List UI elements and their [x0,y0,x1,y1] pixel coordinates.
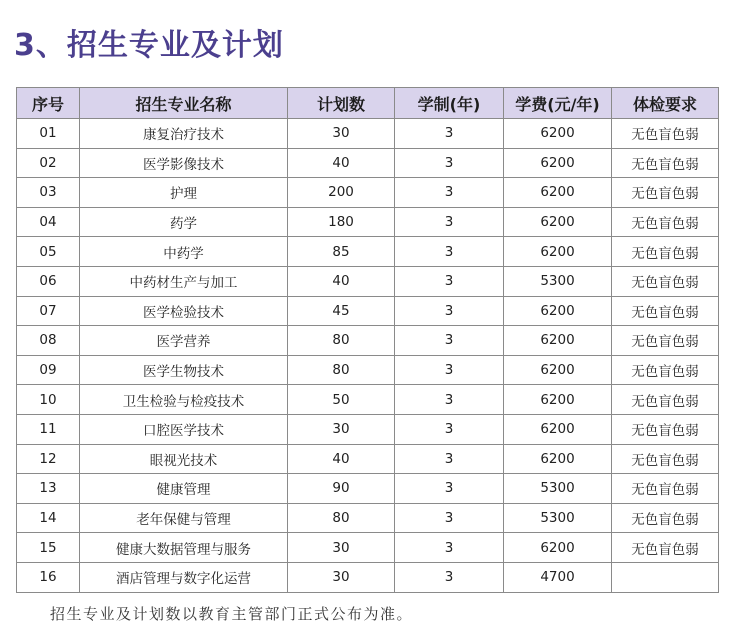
cell-plan-count: 85 [288,237,395,267]
cell-index: 10 [17,385,80,415]
footnote: 招生专业及计划数以教育主管部门正式公布为准。 [50,605,414,623]
table-row [17,148,719,178]
cell-duration: 3 [395,178,504,208]
header-major-name: 招生专业名称 [80,88,288,119]
section-heading: 3、招生专业及计划 [14,28,284,63]
cell-index: 16 [17,562,80,592]
cell-plan-count: 30 [288,119,395,149]
enrollment-plan-table [16,87,719,593]
cell-plan-count: 80 [288,326,395,356]
cell-plan-count: 80 [288,355,395,385]
cell-tuition: 6200 [504,385,612,415]
header-tuition: 学费(元/年) [504,88,612,119]
table-row [17,503,719,533]
cell-major-name: 酒店管理与数字化运营 [80,562,288,592]
cell-health-requirement: 无色盲色弱 [612,414,719,444]
cell-plan-count: 40 [288,444,395,474]
cell-index: 03 [17,178,80,208]
cell-duration: 3 [395,148,504,178]
table-row [17,474,719,504]
cell-index: 12 [17,444,80,474]
cell-tuition: 6200 [504,119,612,149]
cell-health-requirement: 无色盲色弱 [612,296,719,326]
cell-index: 14 [17,503,80,533]
cell-health-requirement: 无色盲色弱 [612,326,719,356]
cell-plan-count: 30 [288,562,395,592]
cell-duration: 3 [395,355,504,385]
cell-index: 15 [17,533,80,563]
cell-tuition: 5300 [504,503,612,533]
cell-tuition: 5300 [504,266,612,296]
table-row [17,237,719,267]
header-plan-count: 计划数 [288,88,395,119]
header-index: 序号 [17,88,80,119]
cell-health-requirement [612,562,719,592]
cell-major-name: 医学检验技术 [80,296,288,326]
cell-health-requirement: 无色盲色弱 [612,533,719,563]
cell-tuition: 6200 [504,444,612,474]
cell-duration: 3 [395,533,504,563]
table-row [17,355,719,385]
cell-major-name: 卫生检验与检疫技术 [80,385,288,415]
cell-index: 01 [17,119,80,149]
cell-tuition: 6200 [504,414,612,444]
cell-major-name: 健康大数据管理与服务 [80,533,288,563]
cell-tuition: 5300 [504,474,612,504]
cell-plan-count: 45 [288,296,395,326]
cell-tuition: 4700 [504,562,612,592]
cell-major-name: 口腔医学技术 [80,414,288,444]
cell-major-name: 老年保健与管理 [80,503,288,533]
cell-duration: 3 [395,444,504,474]
table-body [17,119,719,593]
cell-duration: 3 [395,119,504,149]
table-row [17,119,719,149]
cell-index: 05 [17,237,80,267]
cell-health-requirement: 无色盲色弱 [612,207,719,237]
cell-index: 06 [17,266,80,296]
table-row [17,414,719,444]
cell-duration: 3 [395,385,504,415]
cell-duration: 3 [395,414,504,444]
table-row [17,385,719,415]
table-row [17,562,719,592]
cell-duration: 3 [395,326,504,356]
cell-health-requirement: 无色盲色弱 [612,119,719,149]
cell-plan-count: 40 [288,266,395,296]
cell-health-requirement: 无色盲色弱 [612,178,719,208]
cell-plan-count: 200 [288,178,395,208]
cell-index: 02 [17,148,80,178]
cell-health-requirement: 无色盲色弱 [612,385,719,415]
cell-plan-count: 30 [288,533,395,563]
table-row [17,326,719,356]
cell-plan-count: 180 [288,207,395,237]
table-row [17,178,719,208]
cell-plan-count: 30 [288,414,395,444]
cell-duration: 3 [395,237,504,267]
cell-major-name: 康复治疗技术 [80,119,288,149]
cell-index: 08 [17,326,80,356]
table-row [17,444,719,474]
cell-tuition: 6200 [504,296,612,326]
cell-plan-count: 90 [288,474,395,504]
cell-tuition: 6200 [504,178,612,208]
cell-major-name: 中药材生产与加工 [80,266,288,296]
cell-health-requirement: 无色盲色弱 [612,148,719,178]
cell-tuition: 6200 [504,326,612,356]
header-health-requirement: 体检要求 [612,88,719,119]
cell-index: 11 [17,414,80,444]
cell-plan-count: 80 [288,503,395,533]
cell-index: 04 [17,207,80,237]
cell-health-requirement: 无色盲色弱 [612,444,719,474]
cell-health-requirement: 无色盲色弱 [612,237,719,267]
table-row [17,266,719,296]
table-row [17,207,719,237]
cell-major-name: 中药学 [80,237,288,267]
cell-duration: 3 [395,207,504,237]
cell-health-requirement: 无色盲色弱 [612,266,719,296]
cell-duration: 3 [395,296,504,326]
cell-major-name: 健康管理 [80,474,288,504]
cell-tuition: 6200 [504,355,612,385]
cell-major-name: 药学 [80,207,288,237]
cell-plan-count: 40 [288,148,395,178]
cell-tuition: 6200 [504,148,612,178]
header-duration: 学制(年) [395,88,504,119]
cell-duration: 3 [395,474,504,504]
cell-major-name: 医学生物技术 [80,355,288,385]
table-row [17,533,719,563]
cell-index: 07 [17,296,80,326]
cell-health-requirement: 无色盲色弱 [612,355,719,385]
cell-major-name: 护理 [80,178,288,208]
cell-plan-count: 50 [288,385,395,415]
cell-duration: 3 [395,266,504,296]
cell-duration: 3 [395,562,504,592]
cell-index: 09 [17,355,80,385]
table-header-row [17,88,719,119]
cell-health-requirement: 无色盲色弱 [612,474,719,504]
cell-health-requirement: 无色盲色弱 [612,503,719,533]
cell-major-name: 医学营养 [80,326,288,356]
cell-tuition: 6200 [504,533,612,563]
table-row [17,296,719,326]
cell-major-name: 医学影像技术 [80,148,288,178]
cell-tuition: 6200 [504,207,612,237]
cell-major-name: 眼视光技术 [80,444,288,474]
cell-duration: 3 [395,503,504,533]
cell-index: 13 [17,474,80,504]
cell-tuition: 6200 [504,237,612,267]
